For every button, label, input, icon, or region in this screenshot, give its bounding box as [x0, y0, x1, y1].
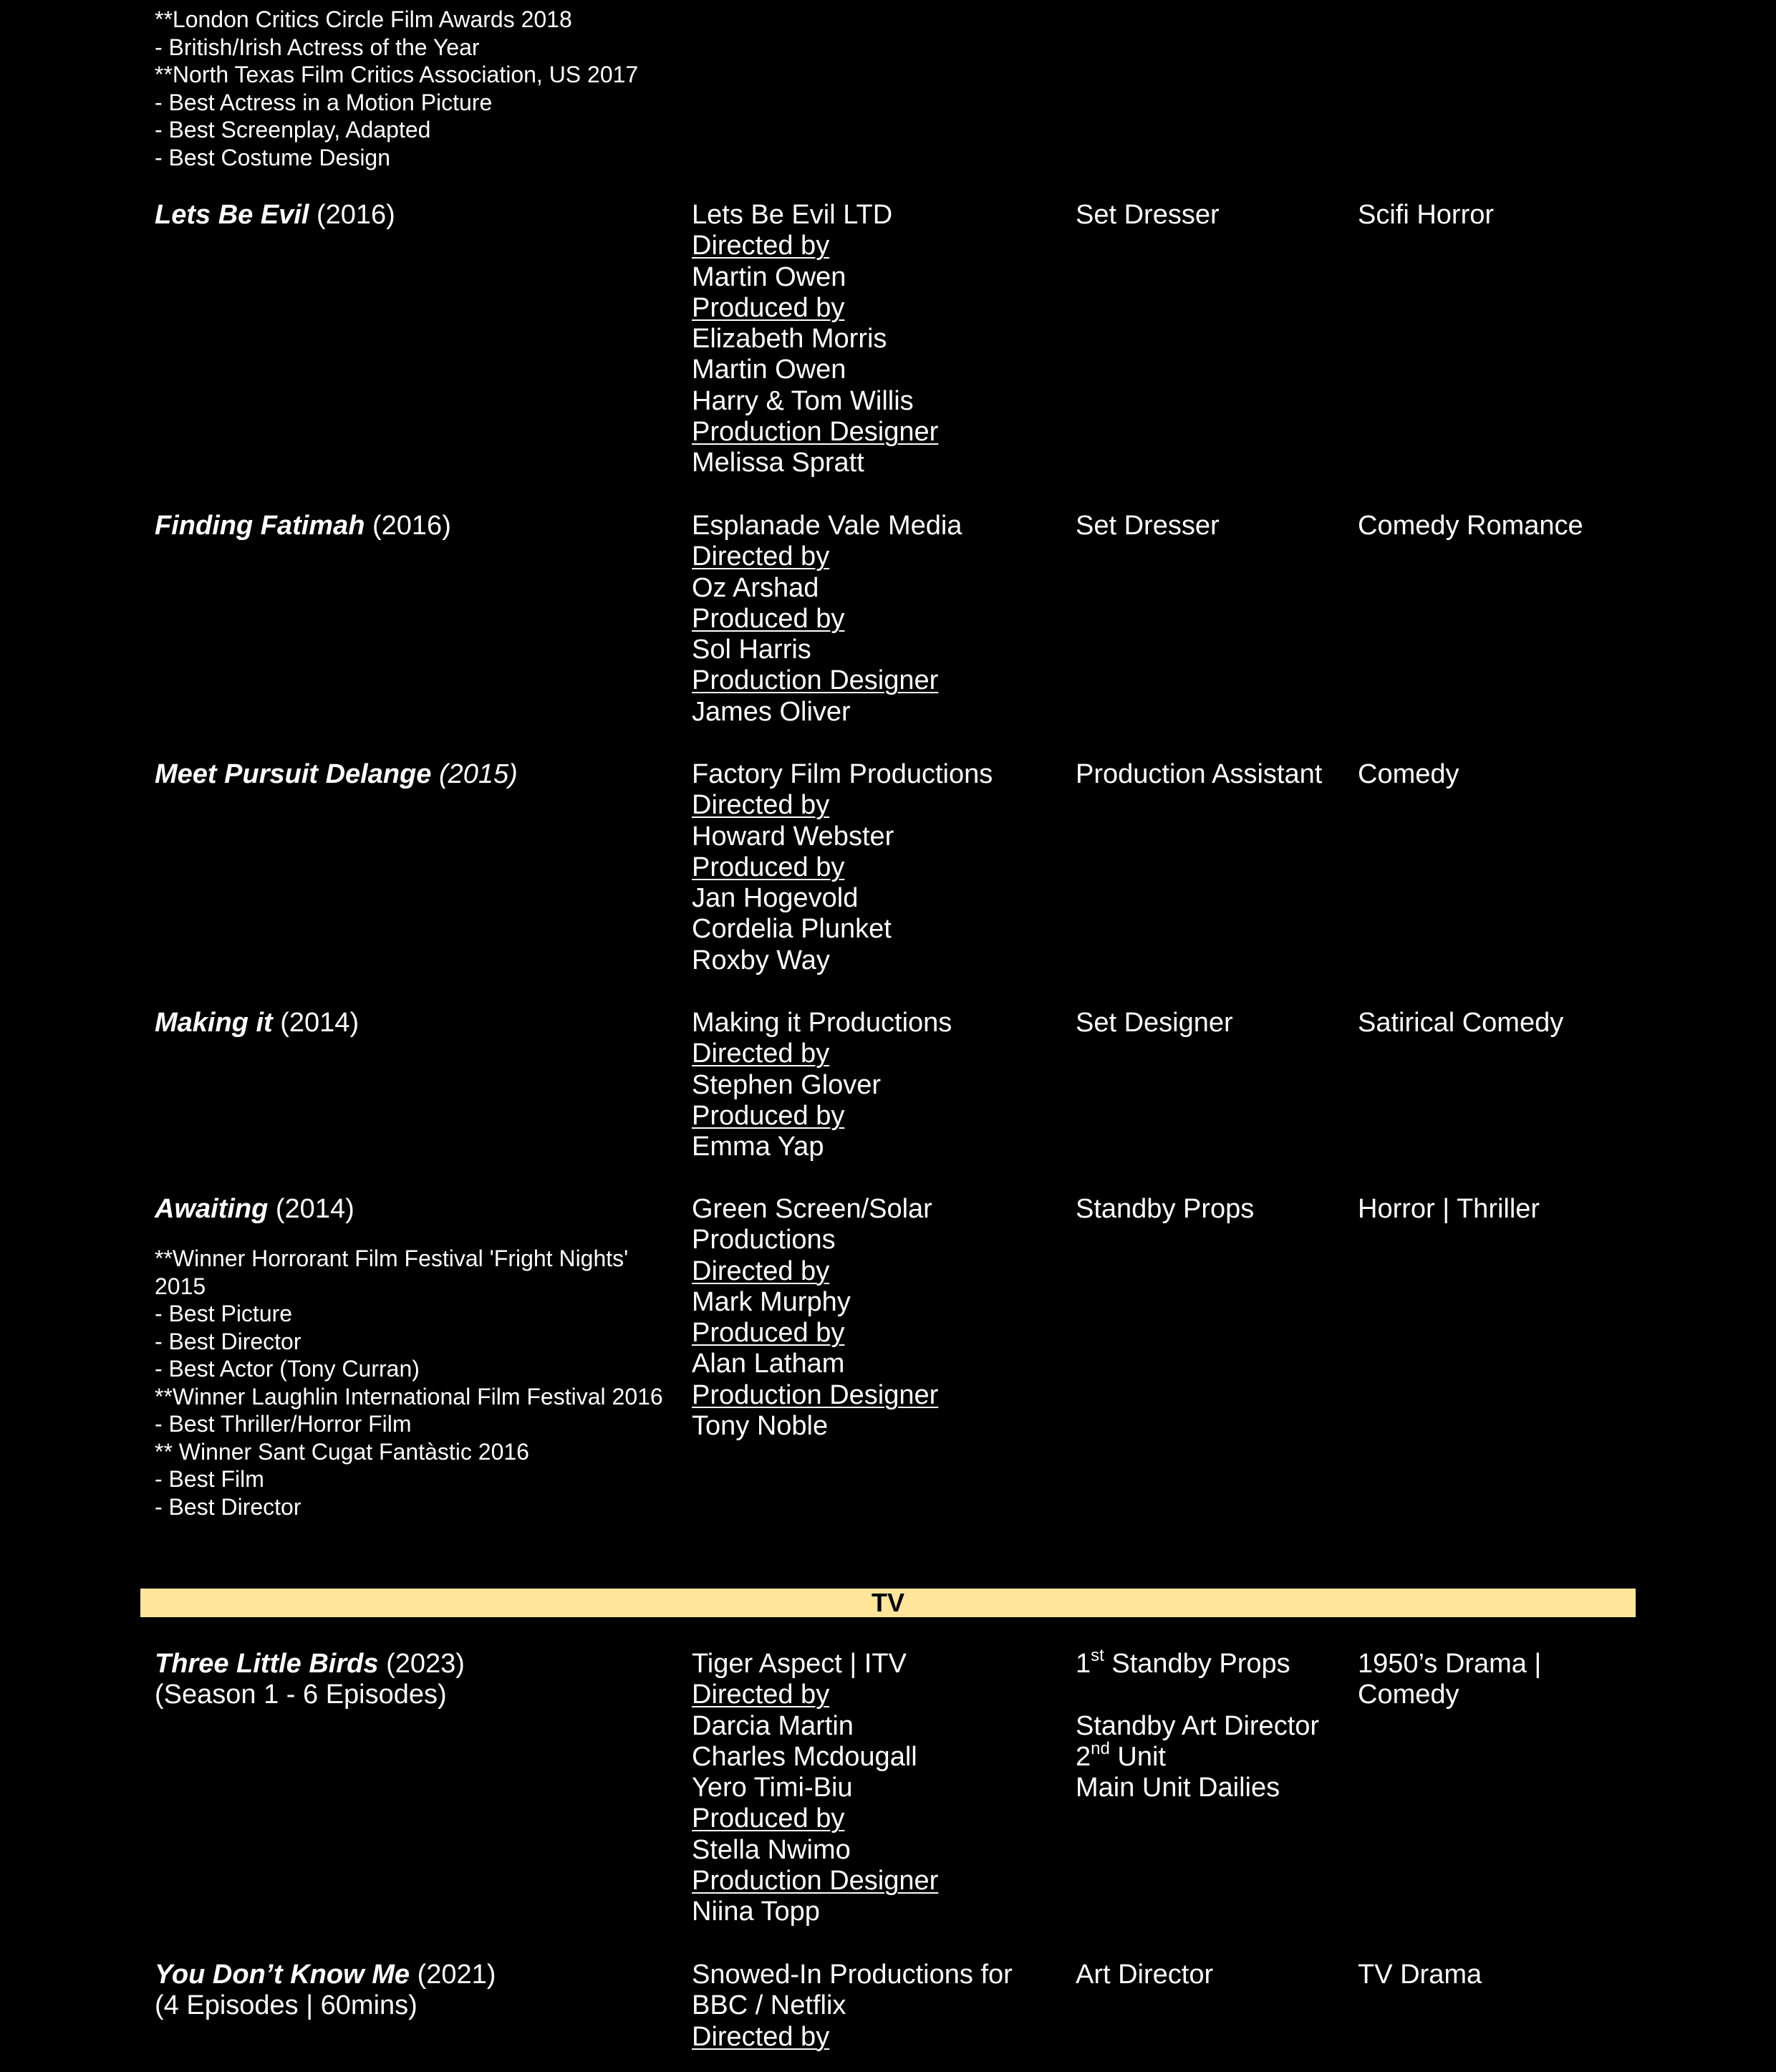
entry-year: (2016): [316, 200, 395, 230]
credit-heading: Directed by: [692, 231, 830, 261]
entry-year: (2016): [372, 511, 451, 541]
tv-section-header: TV: [140, 1589, 1636, 1617]
entry-role: Production Assistant: [1076, 759, 1323, 789]
entry-year: (2021): [417, 1960, 496, 1990]
credit-heading: Produced by: [692, 1318, 845, 1349]
role-line-post: Unit: [1109, 1741, 1166, 1772]
credit-line: Harry & Tom Willis: [692, 385, 914, 416]
credit-line: Elizabeth Morris: [692, 324, 887, 355]
credit-line: Tiger Aspect | ITV: [692, 1649, 907, 1679]
entry-credits: [692, 1960, 1050, 2053]
credit-line: Esplanade Vale Media: [692, 511, 962, 541]
role-line-pre: 1: [1076, 1649, 1091, 1679]
role-line-post: Standby Props: [1104, 1649, 1290, 1679]
entry-genre: Scifi Horror: [1358, 200, 1495, 230]
entry-title: Lets Be Evil: [155, 200, 309, 230]
entry-year: (2014): [280, 1008, 359, 1038]
award-line: - British/Irish Actress of the Year: [155, 34, 480, 60]
credit-line: Howard Webster: [692, 821, 894, 852]
role-line: [1076, 1646, 1348, 1680]
credit-heading: Production Designer: [692, 1866, 939, 1897]
entry-title-cell: [155, 1960, 670, 2022]
credit-line: Cordelia Plunket: [692, 914, 892, 945]
credit-line: Alan Latham: [692, 1349, 845, 1379]
entry-subtitle: (4 Episodes | 60mins): [155, 1990, 418, 2021]
entry-role: Set Dresser: [1076, 200, 1220, 230]
genre-line: TV Drama: [1358, 1960, 1482, 1990]
credit-heading: Produced by: [692, 603, 845, 634]
role-line: [1076, 1738, 1348, 1773]
award-line: - Best Actress in a Motion Picture: [155, 89, 493, 115]
entry-title-cell: [155, 759, 670, 790]
credit-line: Emma Yap: [692, 1132, 824, 1162]
entry-credits: [692, 1194, 1050, 1442]
entry-year: (2015): [438, 759, 518, 789]
entry-role: Standby Props: [1076, 1194, 1255, 1224]
credit-heading: Directed by: [692, 1256, 830, 1286]
credit-line: Roxby Way: [692, 945, 830, 975]
credit-heading: Produced by: [692, 292, 845, 323]
credit-line: Mark Murphy: [692, 1286, 851, 1317]
role-line-sup: st: [1091, 1646, 1104, 1665]
credit-line: Green Screen/Solar: [692, 1194, 932, 1224]
genre-line: Comedy: [1358, 1680, 1459, 1710]
role-line: Art Director: [1076, 1960, 1214, 1990]
role-line: [1076, 1711, 1348, 1742]
credit-line: Melissa Spratt: [692, 448, 864, 478]
credit-line: Martin Owen: [692, 355, 846, 385]
credit-line: Niina Topp: [692, 1897, 820, 1927]
credit-heading: Production Designer: [692, 665, 939, 696]
credit-line: James Oliver: [692, 696, 851, 727]
award-line: **London Critics Circle Film Awards 2018: [155, 6, 572, 32]
entry-credits: [692, 511, 1050, 728]
role-line-pre: Standby Art Director: [1076, 1710, 1320, 1741]
role-line: [1076, 1773, 1348, 1803]
credit-heading: Directed by: [692, 1680, 830, 1710]
entry-title: Finding Fatimah: [155, 511, 365, 541]
credit-heading: Produced by: [692, 852, 845, 882]
entry-role: [1076, 1646, 1348, 1803]
credit-heading: Directed by: [692, 790, 830, 821]
entry-title-cell: [155, 1649, 670, 1711]
entry-genre: Comedy: [1358, 759, 1459, 789]
award-line: - Best Costume Design: [155, 144, 391, 170]
role-line-sup: nd: [1091, 1738, 1110, 1758]
award-line: ** Winner Sant Cugat Fantàstic 2016: [155, 1438, 529, 1465]
credit-line: Tony Noble: [692, 1411, 829, 1442]
credit-heading: Directed by: [692, 541, 830, 572]
entry-credits: [692, 759, 1050, 976]
credit-line: Making it Productions: [692, 1008, 952, 1038]
entry-awards-list: [155, 1245, 670, 1521]
credit-line: Darcia Martin: [692, 1710, 854, 1741]
entry-title-cell: [155, 200, 670, 231]
credit-line: Productions: [692, 1225, 836, 1256]
award-line: - Best Film: [155, 1466, 264, 1493]
credit-heading: Directed by: [692, 1039, 830, 1069]
entry-title: Meet Pursuit Delange: [155, 759, 432, 789]
credit-line: Charles Mcdougall: [692, 1741, 917, 1772]
award-line: - Best Picture: [155, 1301, 293, 1327]
entry-credits: [692, 1649, 1050, 1928]
award-line: - Best Thriller/Horror Film: [155, 1411, 412, 1437]
entry-genre: Satirical Comedy: [1358, 1008, 1564, 1038]
credit-line: Factory Film Productions: [692, 759, 993, 789]
award-line: - Best Actor (Tony Curran): [155, 1356, 420, 1382]
award-line: - Best Screenplay, Adapted: [155, 117, 431, 143]
role-line-pre: 2: [1076, 1741, 1091, 1772]
award-line: - Best Director: [155, 1493, 301, 1520]
credit-line: Jan Hogevold: [692, 883, 859, 914]
entry-genre: Comedy Romance: [1358, 511, 1583, 541]
award-line: **Winner Laughlin International Film Festival 2016: [155, 1383, 663, 1410]
entry-year: (2023): [386, 1649, 465, 1679]
entry-title-cell: [155, 1194, 670, 1521]
entry-title: Three Little Birds: [155, 1649, 379, 1679]
entry-genre: Horror | Thriller: [1358, 1194, 1540, 1224]
entry-title: Making it: [155, 1008, 273, 1038]
credit-line: Lets Be Evil LTD: [692, 200, 893, 230]
credit-heading: Produced by: [692, 1100, 845, 1131]
entry-year: (2014): [275, 1194, 354, 1224]
entry-genre: [1358, 1960, 1644, 1990]
entry-role: Set Designer: [1076, 1008, 1233, 1038]
credit-line: Stephen Glover: [692, 1069, 882, 1100]
credit-heading: Production Designer: [692, 1379, 939, 1410]
credit-line: Martin Owen: [692, 261, 846, 292]
top-awards-list: [155, 6, 685, 171]
genre-line: 1950’s Drama |: [1358, 1649, 1542, 1679]
role-line-pre: Main Unit Dailies: [1076, 1773, 1280, 1803]
credit-line: Snowed-In Productions for: [692, 1960, 1013, 1990]
credit-line: BBC / Netflix: [692, 1990, 846, 2021]
entry-genre: [1358, 1649, 1644, 1711]
entry-credits: [692, 1008, 1050, 1162]
credit-line: Oz Arshad: [692, 572, 819, 603]
entry-subtitle: (Season 1 - 6 Episodes): [155, 1680, 447, 1710]
entry-role: Set Dresser: [1076, 511, 1220, 541]
credit-line: Sol Harris: [692, 635, 811, 665]
credit-heading: Directed by: [692, 2021, 830, 2052]
entry-title-cell: [155, 1008, 670, 1039]
entry-title: Awaiting: [155, 1194, 269, 1224]
entry-title-cell: [155, 511, 670, 541]
credit-heading: Produced by: [692, 1803, 845, 1834]
credit-line: Yero Timi-Biu: [692, 1773, 853, 1803]
award-line: - Best Director: [155, 1328, 301, 1354]
credit-heading: Production Designer: [692, 417, 939, 448]
entry-credits: [692, 200, 1050, 479]
award-line: **Winner Horrorant Film Festival 'Fright Nights' 2015: [155, 1245, 629, 1299]
entry-title: You Don’t Know Me: [155, 1960, 410, 1990]
entry-role: [1076, 1960, 1348, 1990]
role-line-blank: [1076, 1680, 1348, 1710]
credit-line: Stella Nwimo: [692, 1834, 851, 1865]
award-line: **North Texas Film Critics Association, US 2017: [155, 62, 639, 87]
